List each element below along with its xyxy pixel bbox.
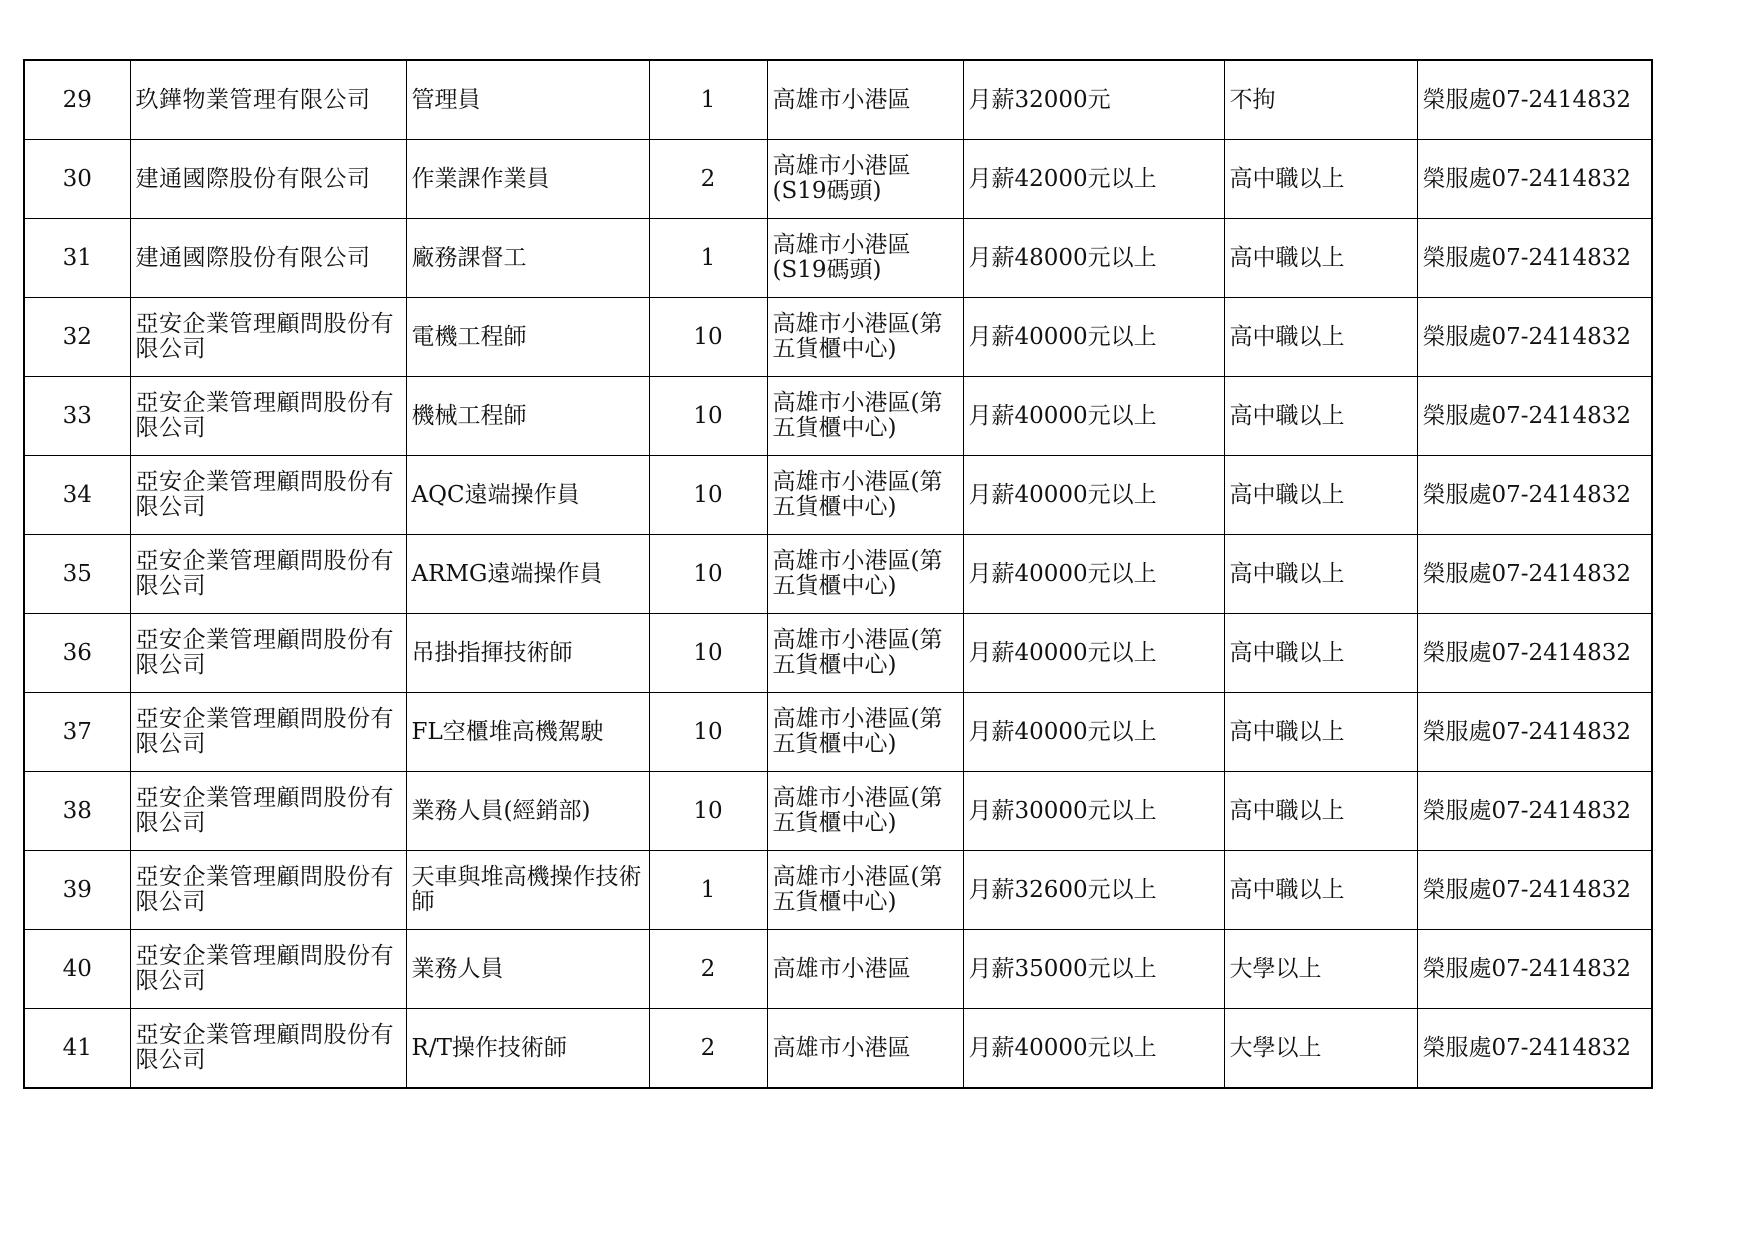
salary: 月薪32600元以上: [963, 851, 1224, 930]
company-name: 亞安企業管理顧問股份有限公司: [130, 377, 406, 456]
company-name: 亞安企業管理顧問股份有限公司: [130, 535, 406, 614]
contact-info: 榮服處07-2414832: [1417, 851, 1652, 930]
salary: 月薪48000元以上: [963, 219, 1224, 298]
job-position: 天車與堆高機操作技術師: [406, 851, 649, 930]
salary: 月薪40000元以上: [963, 1009, 1224, 1089]
company-name: 亞安企業管理顧問股份有限公司: [130, 614, 406, 693]
salary: 月薪40000元以上: [963, 377, 1224, 456]
salary: 月薪40000元以上: [963, 614, 1224, 693]
company-name: 亞安企業管理顧問股份有限公司: [130, 456, 406, 535]
table-row: [24, 219, 1652, 298]
job-position: FL空櫃堆高機駕駛: [406, 693, 649, 772]
row-number: 37: [24, 693, 130, 772]
contact-info: 榮服處07-2414832: [1417, 693, 1652, 772]
headcount: 2: [649, 140, 767, 219]
company-name: 亞安企業管理顧問股份有限公司: [130, 298, 406, 377]
job-position: 作業課作業員: [406, 140, 649, 219]
job-position: 吊掛指揮技術師: [406, 614, 649, 693]
work-location: 高雄市小港區(第五貨櫃中心): [767, 535, 963, 614]
job-position: ARMG遠端操作員: [406, 535, 649, 614]
salary: 月薪35000元以上: [963, 930, 1224, 1009]
job-position: 業務人員: [406, 930, 649, 1009]
education-requirement: 高中職以上: [1224, 614, 1417, 693]
work-location: 高雄市小港區(第五貨櫃中心): [767, 377, 963, 456]
work-location: 高雄市小港區: [767, 1009, 963, 1089]
job-position: AQC遠端操作員: [406, 456, 649, 535]
row-number: 33: [24, 377, 130, 456]
job-position: R/T操作技術師: [406, 1009, 649, 1089]
table-row: [24, 456, 1652, 535]
education-requirement: 不拘: [1224, 60, 1417, 140]
work-location: 高雄市小港區(S19碼頭): [767, 140, 963, 219]
row-number: 34: [24, 456, 130, 535]
work-location: 高雄市小港區(第五貨櫃中心): [767, 693, 963, 772]
headcount: 1: [649, 219, 767, 298]
table-row: [24, 851, 1652, 930]
table-row: [24, 930, 1652, 1009]
row-number: 41: [24, 1009, 130, 1089]
work-location: 高雄市小港區(S19碼頭): [767, 219, 963, 298]
headcount: 10: [649, 614, 767, 693]
headcount: 10: [649, 535, 767, 614]
table-row: [24, 140, 1652, 219]
job-position: 管理員: [406, 60, 649, 140]
table-row: [24, 60, 1652, 140]
contact-info: 榮服處07-2414832: [1417, 930, 1652, 1009]
company-name: 亞安企業管理顧問股份有限公司: [130, 693, 406, 772]
headcount: 10: [649, 456, 767, 535]
education-requirement: 高中職以上: [1224, 219, 1417, 298]
row-number: 29: [24, 60, 130, 140]
table-row: [24, 535, 1652, 614]
table-body: [24, 60, 1652, 1088]
company-name: 亞安企業管理顧問股份有限公司: [130, 930, 406, 1009]
work-location: 高雄市小港區(第五貨櫃中心): [767, 298, 963, 377]
job-listing-table: [23, 59, 1653, 1089]
education-requirement: 大學以上: [1224, 930, 1417, 1009]
headcount: 2: [649, 930, 767, 1009]
work-location: 高雄市小港區: [767, 60, 963, 140]
education-requirement: 高中職以上: [1224, 140, 1417, 219]
row-number: 31: [24, 219, 130, 298]
work-location: 高雄市小港區(第五貨櫃中心): [767, 772, 963, 851]
salary: 月薪40000元以上: [963, 693, 1224, 772]
salary: 月薪30000元以上: [963, 772, 1224, 851]
work-location: 高雄市小港區: [767, 930, 963, 1009]
company-name: 亞安企業管理顧問股份有限公司: [130, 851, 406, 930]
headcount: 10: [649, 772, 767, 851]
job-position: 機械工程師: [406, 377, 649, 456]
row-number: 36: [24, 614, 130, 693]
salary: 月薪40000元以上: [963, 298, 1224, 377]
contact-info: 榮服處07-2414832: [1417, 60, 1652, 140]
education-requirement: 高中職以上: [1224, 535, 1417, 614]
education-requirement: 高中職以上: [1224, 772, 1417, 851]
salary: 月薪32000元: [963, 60, 1224, 140]
work-location: 高雄市小港區(第五貨櫃中心): [767, 456, 963, 535]
salary: 月薪40000元以上: [963, 456, 1224, 535]
table-row: [24, 614, 1652, 693]
table-row: [24, 772, 1652, 851]
company-name: 玖鏵物業管理有限公司: [130, 60, 406, 140]
row-number: 32: [24, 298, 130, 377]
row-number: 39: [24, 851, 130, 930]
job-position: 電機工程師: [406, 298, 649, 377]
education-requirement: 高中職以上: [1224, 456, 1417, 535]
education-requirement: 高中職以上: [1224, 851, 1417, 930]
contact-info: 榮服處07-2414832: [1417, 535, 1652, 614]
education-requirement: 高中職以上: [1224, 298, 1417, 377]
contact-info: 榮服處07-2414832: [1417, 377, 1652, 456]
contact-info: 榮服處07-2414832: [1417, 772, 1652, 851]
company-name: 建通國際股份有限公司: [130, 140, 406, 219]
salary: 月薪42000元以上: [963, 140, 1224, 219]
company-name: 亞安企業管理顧問股份有限公司: [130, 1009, 406, 1089]
contact-info: 榮服處07-2414832: [1417, 140, 1652, 219]
company-name: 建通國際股份有限公司: [130, 219, 406, 298]
contact-info: 榮服處07-2414832: [1417, 219, 1652, 298]
row-number: 35: [24, 535, 130, 614]
headcount: 10: [649, 377, 767, 456]
contact-info: 榮服處07-2414832: [1417, 298, 1652, 377]
headcount: 1: [649, 60, 767, 140]
contact-info: 榮服處07-2414832: [1417, 1009, 1652, 1089]
contact-info: 榮服處07-2414832: [1417, 614, 1652, 693]
table-row: [24, 693, 1652, 772]
headcount: 2: [649, 1009, 767, 1089]
salary: 月薪40000元以上: [963, 535, 1224, 614]
company-name: 亞安企業管理顧問股份有限公司: [130, 772, 406, 851]
headcount: 1: [649, 851, 767, 930]
table-row: [24, 298, 1652, 377]
education-requirement: 高中職以上: [1224, 693, 1417, 772]
work-location: 高雄市小港區(第五貨櫃中心): [767, 614, 963, 693]
education-requirement: 大學以上: [1224, 1009, 1417, 1089]
headcount: 10: [649, 298, 767, 377]
row-number: 30: [24, 140, 130, 219]
table-row: [24, 1009, 1652, 1089]
row-number: 38: [24, 772, 130, 851]
contact-info: 榮服處07-2414832: [1417, 456, 1652, 535]
row-number: 40: [24, 930, 130, 1009]
headcount: 10: [649, 693, 767, 772]
job-position: 業務人員(經銷部): [406, 772, 649, 851]
work-location: 高雄市小港區(第五貨櫃中心): [767, 851, 963, 930]
education-requirement: 高中職以上: [1224, 377, 1417, 456]
job-position: 廠務課督工: [406, 219, 649, 298]
table-row: [24, 377, 1652, 456]
